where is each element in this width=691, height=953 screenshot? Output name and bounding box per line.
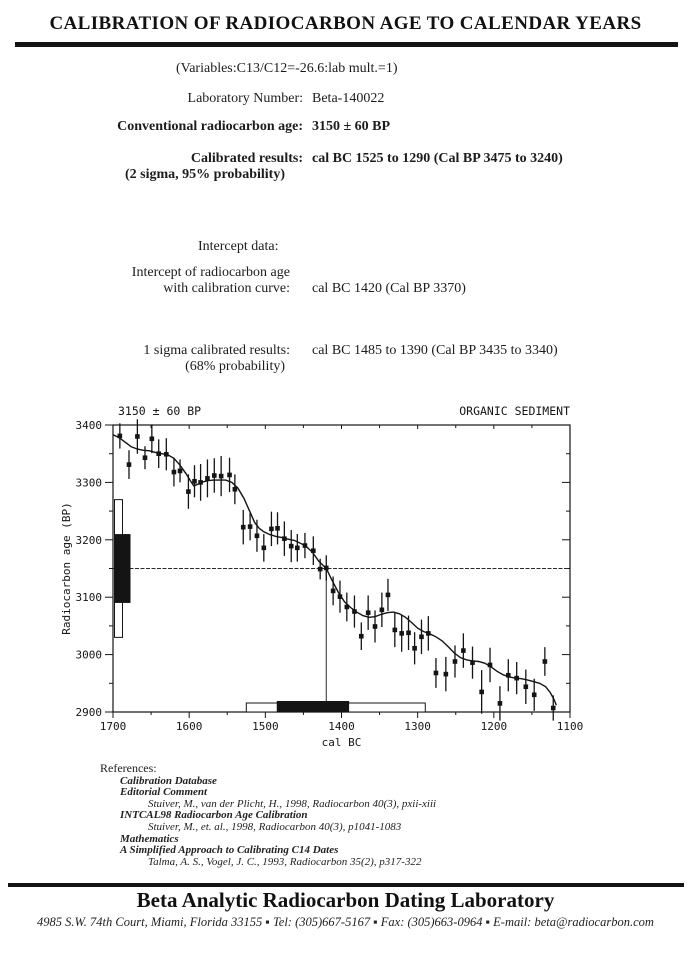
lab-address-footer: 4985 S.W. 74th Court, Miami, Florida 33155 ▪ Tel: (305)667-5167 ▪ Fax: (305)663-0964 ▪ E-mail: beta@radiocarbon.com bbox=[37, 915, 654, 929]
data-point-marker bbox=[262, 546, 267, 551]
x-tick-label: 1400 bbox=[328, 720, 355, 733]
data-point-marker bbox=[269, 527, 274, 532]
data-point-marker bbox=[303, 543, 308, 548]
y-axis-label: Radiocarbon age (BP) bbox=[60, 502, 73, 635]
data-point-marker bbox=[399, 631, 404, 636]
data-point-marker bbox=[318, 567, 323, 572]
x-tick-label: 1700 bbox=[99, 720, 127, 733]
calibrated-results-label: Calibrated results: bbox=[190, 151, 303, 166]
data-point-marker bbox=[172, 470, 177, 475]
data-point-marker bbox=[219, 474, 224, 479]
lab-number-label: Laboratory Number: bbox=[187, 91, 303, 106]
data-point-marker bbox=[311, 548, 316, 553]
x-tick-label: 1600 bbox=[175, 720, 203, 733]
data-point-marker bbox=[470, 660, 475, 665]
reference-entry: A Simplified Approach to Calibrating C14 Dates bbox=[120, 844, 339, 857]
intercept-label bbox=[132, 265, 290, 297]
data-point-marker bbox=[331, 589, 336, 594]
data-point-marker bbox=[150, 436, 155, 441]
data-point-marker bbox=[324, 566, 329, 571]
data-point-marker bbox=[241, 525, 246, 530]
y-tick-label: 3200 bbox=[75, 533, 102, 547]
data-point-marker bbox=[506, 673, 511, 678]
data-point-marker bbox=[524, 684, 529, 689]
y-tick-label: 3400 bbox=[75, 419, 102, 432]
data-point-marker bbox=[434, 671, 439, 676]
data-point-marker bbox=[426, 631, 431, 636]
data-point-marker bbox=[514, 676, 519, 681]
x-tick-label: 1100 bbox=[556, 720, 584, 733]
data-point-marker bbox=[444, 672, 449, 677]
data-points bbox=[118, 419, 556, 720]
intercept-lines bbox=[113, 569, 570, 713]
one-sigma-label-block bbox=[143, 343, 290, 375]
intercept-value: cal BC 1420 (Cal BP 3370) bbox=[312, 281, 466, 296]
x-tick-label: 1500 bbox=[252, 720, 279, 733]
variables-line: (Variables:C13/C12=-26.6:lab mult.=1) bbox=[176, 61, 398, 76]
one-sigma-value: cal BC 1485 to 1390 (Cal BP 3435 to 3340) bbox=[312, 343, 558, 358]
data-point-marker bbox=[551, 706, 556, 711]
data-point-marker bbox=[282, 536, 287, 541]
data-point-marker bbox=[186, 489, 191, 494]
data-point-marker bbox=[192, 479, 197, 484]
data-point-marker bbox=[359, 634, 364, 639]
calibrated-results-value: cal BC 1525 to 1290 (Cal BP 3475 to 3240) bbox=[312, 151, 563, 166]
data-point-marker bbox=[532, 692, 537, 697]
data-point-marker bbox=[135, 434, 140, 439]
data-point-marker bbox=[156, 451, 161, 456]
references-heading: References: bbox=[100, 761, 157, 775]
data-point-marker bbox=[393, 628, 398, 633]
y-tick-label: 3300 bbox=[75, 476, 102, 490]
data-point-marker bbox=[488, 663, 493, 668]
intercept-data-heading: Intercept data: bbox=[198, 239, 279, 254]
data-point-marker bbox=[295, 546, 300, 551]
data-point-marker bbox=[275, 526, 280, 531]
data-point-marker bbox=[380, 608, 385, 613]
lab-name-footer: Beta Analytic Radiocarbon Dating Laboratory bbox=[136, 888, 555, 912]
data-point-marker bbox=[233, 487, 238, 492]
data-point-marker bbox=[406, 630, 411, 635]
data-point-marker bbox=[164, 452, 169, 457]
lab-number-value: Beta-140022 bbox=[312, 91, 385, 106]
y-tick-label: 3000 bbox=[75, 648, 102, 662]
data-point-marker bbox=[227, 473, 232, 478]
one-sigma-label: 1 sigma calibrated results: bbox=[143, 343, 290, 358]
data-point-marker bbox=[373, 624, 378, 629]
data-point-marker bbox=[366, 610, 371, 615]
reference-entry: INTCAL98 Radiocarbon Age Calibration bbox=[120, 809, 308, 822]
data-point-marker bbox=[498, 701, 503, 706]
age-bar-1sigma bbox=[115, 534, 131, 603]
one-sigma-sublabel: (68% probability) bbox=[185, 359, 285, 374]
data-point-marker bbox=[543, 659, 548, 664]
data-point-marker bbox=[255, 533, 260, 538]
page-title: CALIBRATION OF RADIOCARBON AGE TO CALENDAR YEARS bbox=[49, 13, 642, 34]
reference-entry: Talma, A. S., Vogel, J. C., 1993, Radiocarbon 35(2), p317-322 bbox=[148, 855, 422, 868]
data-point-marker bbox=[143, 455, 148, 460]
data-point-marker bbox=[198, 480, 203, 485]
references-section bbox=[100, 763, 436, 868]
calibration-chart bbox=[0, 395, 691, 747]
title-divider-rule bbox=[15, 42, 678, 47]
data-point-marker bbox=[386, 593, 391, 598]
axis-ticks bbox=[105, 425, 570, 718]
reference-entry: Stuiver, M., van der Plicht, H., 1998, Radiocarbon 40(3), pxii-xiii bbox=[148, 797, 437, 810]
reference-entry: Calibration Database bbox=[120, 774, 217, 787]
data-point-marker bbox=[412, 646, 417, 651]
x-axis-label: cal BC bbox=[321, 736, 362, 747]
footer-divider-rule bbox=[8, 883, 684, 887]
data-point-marker bbox=[345, 605, 350, 610]
reference-entry: Editorial Comment bbox=[120, 786, 208, 799]
data-point-marker bbox=[127, 462, 132, 467]
y-tick-label: 2900 bbox=[75, 706, 102, 719]
calibrated-results-sublabel: (2 sigma, 95% probability) bbox=[125, 167, 285, 182]
data-point-marker bbox=[352, 609, 357, 614]
data-point-marker bbox=[289, 544, 294, 549]
intercept-label-line1: Intercept of radiocarbon age bbox=[131, 265, 290, 280]
chart-material-label: ORGANIC SEDIMENT bbox=[459, 404, 570, 418]
conventional-age-label: Conventional radiocarbon age: bbox=[117, 119, 303, 134]
intercept-label-line2: with calibration curve: bbox=[163, 281, 290, 296]
conventional-age-value: 3150 ± 60 BP bbox=[312, 119, 391, 134]
chart-sample-age-label: 3150 ± 60 BP bbox=[118, 404, 202, 418]
data-point-marker bbox=[338, 594, 343, 599]
calibrated-range-bars bbox=[246, 701, 425, 712]
data-point-marker bbox=[118, 434, 123, 439]
data-point-marker bbox=[461, 648, 466, 653]
x-tick-label: 1300 bbox=[404, 720, 431, 733]
reference-entry: Mathematics bbox=[120, 832, 179, 845]
reference-entry: Stuiver, M., et. al., 1998, Radiocarbon 40(3), p1041-1083 bbox=[148, 820, 402, 833]
data-point-marker bbox=[419, 635, 424, 640]
data-point-marker bbox=[479, 690, 484, 695]
data-point-marker bbox=[453, 659, 458, 664]
data-point-marker bbox=[212, 473, 217, 478]
data-point-marker bbox=[178, 469, 183, 474]
y-tick-label: 3100 bbox=[75, 591, 102, 605]
x-tick-label: 1200 bbox=[480, 720, 508, 733]
cal-bar-1sigma bbox=[277, 701, 349, 712]
age-distribution-bars bbox=[115, 500, 131, 638]
data-point-marker bbox=[248, 524, 253, 529]
data-point-marker bbox=[205, 476, 210, 481]
